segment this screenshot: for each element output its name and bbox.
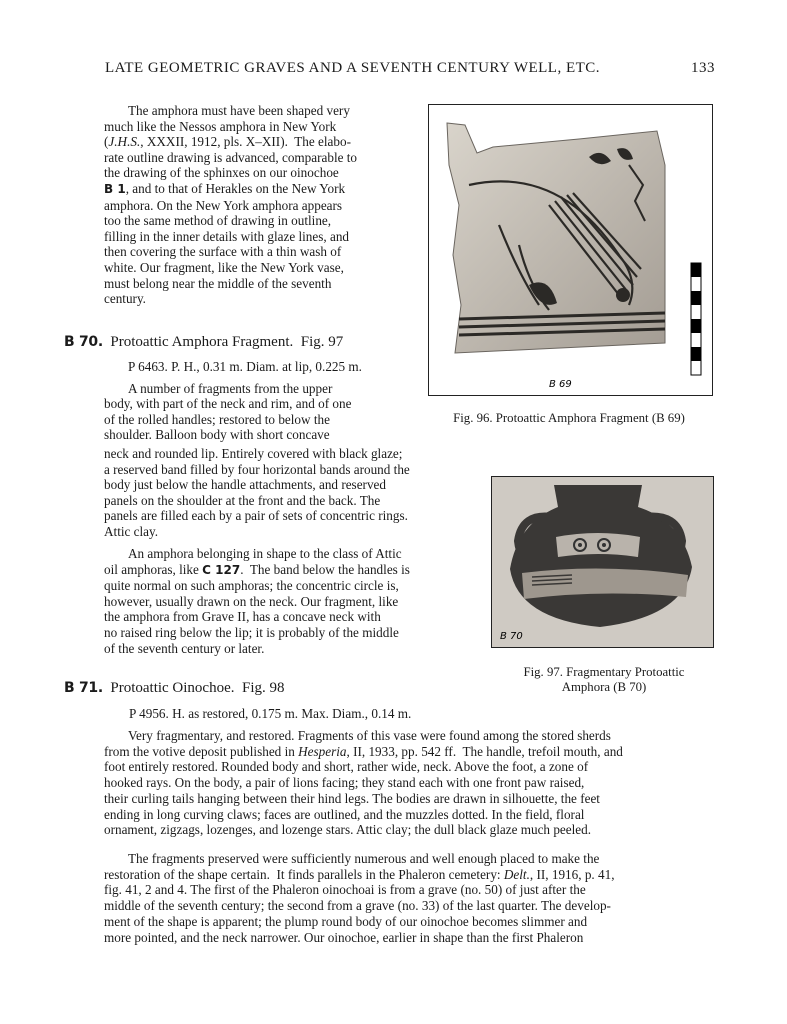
intro-paragraph: [104, 103, 408, 307]
text-line: An amphora belonging in shape to the class of Attic: [128, 546, 402, 561]
b70-title: Protoattic Amphora Fragment.: [110, 334, 294, 350]
b70-meta: P 6463. P. H., 0.31 m. Diam. at lip, 0.225 m.: [128, 359, 362, 374]
text-line: the drawing of the sphinxes on our oinochoe: [104, 165, 339, 181]
running-title: LATE GEOMETRIC GRAVES AND A SEVENTH CENTURY WELL, ETC.: [105, 60, 601, 76]
text-line: hooked rays. On the body, a pair of lions facing; they stand each with one front paw raised,: [104, 775, 585, 791]
text-line: ending in long curving claws; faces are outlined, and the muzzles dotted. In the field, floral: [104, 806, 585, 822]
b71-title: Protoattic Oinochoe.: [110, 680, 235, 696]
text-line: foot entirely restored. Rounded body and short, rather wide, neck. Above the foot, a zone of: [104, 759, 589, 775]
text-line: no raised ring below the lip; it is probably of the middle: [104, 624, 399, 640]
b70-heading: [64, 334, 343, 351]
text-line: a reserved band filled by four horizontal bands around the: [104, 461, 410, 477]
text-line: of the rolled handles; restored to below the: [104, 411, 330, 427]
text-line: of the seventh century or later.: [104, 640, 265, 656]
text-line: ornament, zigzags, lozenges, and lozenge stars. Attic clay; the dull black glaze much peeled.: [104, 822, 592, 838]
text-line: Very fragmentary, and restored. Fragments of this vase were found among the stored sherds: [128, 728, 611, 743]
amphora-image: [492, 477, 713, 647]
text-line: A number of fragments from the upper: [128, 380, 333, 396]
text-line: panels on the shoulder at the front and the back. The: [104, 492, 381, 508]
b70-figref: Fig. 97: [300, 334, 344, 350]
scale-bar: [691, 263, 701, 375]
text-line: rate outline drawing is advanced, comparable to: [104, 149, 358, 165]
photo-label: B 69: [549, 379, 572, 390]
text-line: (J.H.S., XXXII, 1912, pls. X–XII). The elabo-: [104, 134, 351, 150]
text-line: more pointed, and the neck narrower. Our oinochoe, earlier in shape than the first Phaleron: [104, 929, 584, 945]
text-line: neck and rounded lip. Entirely covered with black glaze;: [104, 446, 403, 461]
text-line: panels are filled each by a pair of sets of concentric rings.: [104, 508, 408, 524]
b70-description-wide: [104, 446, 468, 540]
text-line: amphora. On the New York amphora appears: [104, 197, 343, 213]
text-line: filling in the inner details with glaze lines, and: [104, 228, 350, 244]
text-line: ment of the shape is apparent; the plump round body of our oinochoe becomes slimmer and: [104, 913, 588, 929]
b71-meta: P 4956. H. as restored, 0.175 m. Max. Diam., 0.14 m.: [129, 706, 412, 721]
text-line: The amphora must have been shaped very: [128, 103, 350, 118]
text-line: quite normal on such amphoras; the concentric circle is,: [104, 578, 399, 594]
b70-number: B 70.: [64, 334, 103, 350]
text-line: oil amphoras, like C 127. The band below the handles is: [104, 561, 410, 577]
b71-figref: Fig. 98: [242, 680, 285, 696]
text-line: body, with part of the neck and rim, and of one: [104, 396, 352, 412]
text-line: middle of the seventh century; the second from a grave (no. 33) of the last quarter. The develop-: [104, 898, 611, 914]
text-line: The fragments preserved were sufficiently numerous and well enough placed to make the: [128, 851, 600, 866]
text-line: Attic clay.: [104, 523, 159, 539]
text-line: white. Our fragment, like the New York vase,: [104, 259, 344, 275]
caption-line: Fig. 97. Fragmentary Protoattic: [523, 665, 685, 679]
text-line: must belong near the middle of the seventh: [104, 275, 332, 291]
figure-97-caption: [494, 665, 714, 695]
b71-heading: [64, 680, 285, 697]
amphora-fragment-image: [429, 105, 712, 395]
figure-96-caption: Fig. 96. Protoattic Amphora Fragment (B 69): [453, 411, 685, 425]
text-line: restoration of the shape certain. It finds parallels in the Phaleron cemetery: Delt., II, 1916, p. 41,: [104, 866, 615, 882]
figure-96-photo: [428, 104, 713, 396]
photo-label: B 70: [500, 631, 523, 642]
text-line: fig. 41, 2 and 4. The first of the Phaleron oinochoai is from a grave (no. 50) of just after the: [104, 882, 586, 898]
b71-paragraph-2: [104, 851, 715, 945]
caption-line: Amphora (B 70): [561, 680, 647, 694]
text-line: shoulder. Balloon body with short concave: [104, 427, 330, 443]
text-line: body just below the handle attachments, and reserved: [104, 477, 386, 493]
page-number: 133: [691, 60, 715, 76]
b70-description-narrow: [104, 359, 408, 443]
text-line: their curling tails hanging between their hind legs. The bodies are drawn in silhouette, the feet: [104, 790, 600, 806]
text-line: century.: [104, 291, 146, 307]
text-line: from the votive deposit published in Hesperia, II, 1933, pp. 542 ff. The handle, trefoil mouth, and: [104, 743, 623, 759]
text-line: however, usually drawn on the neck. Our fragment, like: [104, 593, 399, 609]
b71-number: B 71.: [64, 680, 103, 696]
text-line: B 1, and to that of Herakles on the New York: [104, 180, 346, 196]
figure-97-photo: [491, 476, 714, 648]
text-line: the amphora from Grave II, has a concave neck with: [104, 609, 381, 625]
b70-paragraph-2: [104, 546, 468, 656]
b71-paragraph-1: [104, 728, 715, 838]
text-line: too the same method of drawing in outline,: [104, 213, 332, 229]
text-line: much like the Nessos amphora in New York: [104, 118, 337, 134]
text-line: then covering the surface with a thin wash of: [104, 244, 342, 260]
